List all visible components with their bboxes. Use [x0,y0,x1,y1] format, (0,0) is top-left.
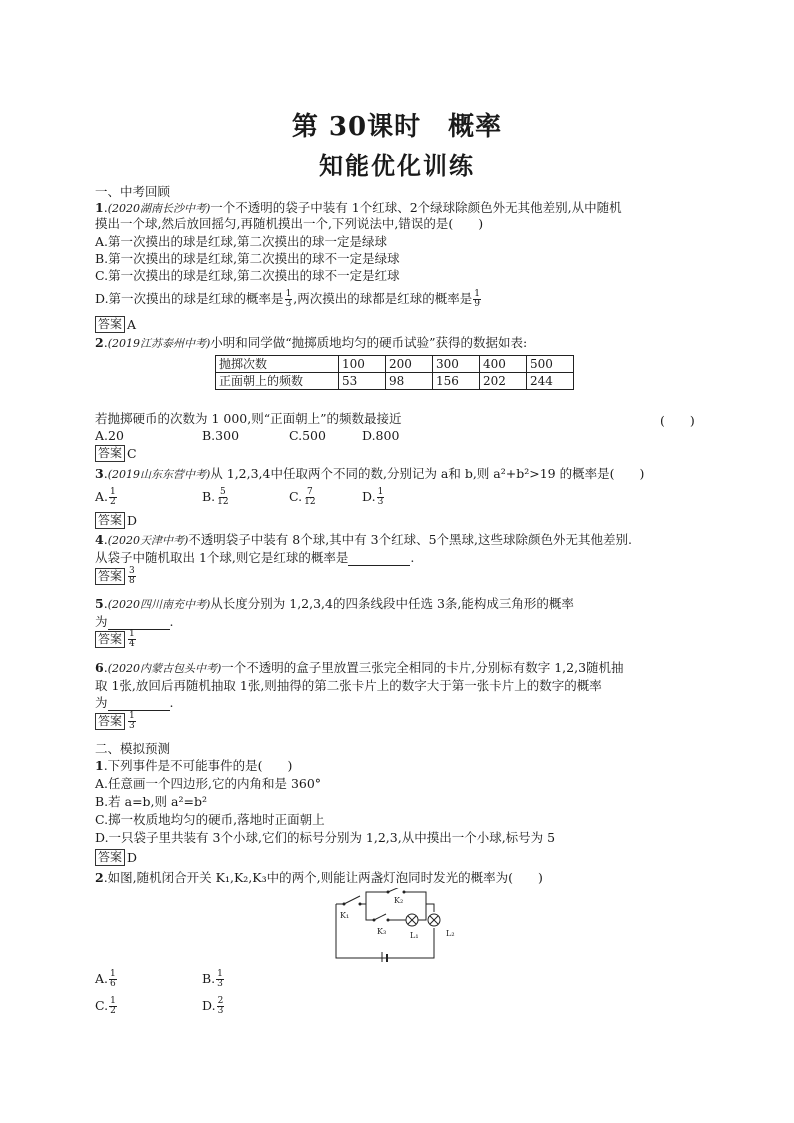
q4-answer [95,567,137,586]
answer-badge: 答案 [95,316,125,333]
table-cell: 98 [386,373,433,390]
q1-option-d [95,290,482,309]
numerator: 3 [129,566,135,576]
fraction [217,997,225,1016]
numerator: 5 [220,487,226,497]
label-l1: L₁ [410,931,419,940]
q6-line3: 为 . [95,695,174,710]
question-number: 2 [95,335,104,350]
table-cell: 正面朝上的频数 [216,373,339,390]
q2-option-d: D.800 [362,428,400,443]
m2-option-c [95,997,118,1016]
page-title: 第 30课时 概率 [291,112,503,142]
answer-fraction [128,567,136,586]
q3-option-d [362,488,385,507]
data-table [215,355,574,390]
table-cell: 53 [339,373,386,390]
fraction [303,488,316,507]
q3-answer [95,512,137,529]
numerator: 1 [110,969,116,979]
page-subtitle: 知能优化训练 [319,151,475,180]
q2-option-c: C.500 [289,428,326,443]
question-text: 不透明袋子中装有 8个球,其中有 3个红球、5个黑球,这些球除颜色外无其他差别. [188,532,632,547]
answer-fraction [128,712,136,731]
answer-paren: ( ) [660,413,695,428]
denominator: 3 [377,497,384,507]
table-cell: 156 [433,373,480,390]
switch-k3 [374,914,386,920]
question-number: 3 [95,466,104,481]
denominator: 9 [474,299,481,309]
table-cell: 200 [386,356,433,373]
question-text: .如图,随机闭合开关 K₁,K₂,K₃中的两个,则能让两盏灯泡同时发光的概率为( ) [103,870,543,885]
numerator: 1 [110,487,116,497]
answer-fraction [128,630,136,649]
numerator: 1 [285,289,292,299]
option-label: D. [202,998,216,1013]
q5-answer [95,630,137,649]
option-label: C. [289,489,303,504]
answer-value: C [127,445,137,461]
m1-answer [95,849,137,866]
answer-badge: 答案 [95,445,125,462]
option-label: B. [202,971,216,986]
m1-option-d: D.一只袋子里共装有 3个小球,它们的标号分别为 1,2,3,从中摸出一个小球,标号为 5 [95,830,556,845]
table-cell: 抛掷次数 [216,356,339,373]
m2-option-d [202,997,225,1016]
m1-line1 [95,758,292,774]
section-heading-2: 二、模拟预测 [95,741,171,756]
q6-answer [95,712,137,731]
q2-option-a: A.20 [95,428,124,443]
denominator: 3 [129,721,135,731]
answer-value: A [127,316,137,332]
question-number: 1 [95,758,104,773]
switch-k2 [388,888,402,892]
option-label: B. [202,489,216,504]
q2-option-b: B.300 [202,428,240,443]
question-number: 2 [95,870,104,885]
numerator: 1 [110,996,116,1006]
q6-line1: 6.(2020内蒙古包头中考)一个不透明的盒子里放置三张完全相同的卡片,分别标有数字 1,2,3随机抽 [95,660,624,675]
q5-line1: 5.(2020四川南充中考)从长度分别为 1,2,3,4的四条线段中任选 3条,能构成三角形的概率 [95,596,574,611]
m2-line1 [95,870,543,886]
answer-badge: 答案 [95,849,125,866]
circuit-diagram [330,888,470,962]
q3-line1: 3.(2019山东东营中考)从 1,2,3,4中任取两个不同的数,分别记为 a和 b,则 a²+b²>19 的概率是( ) [95,466,645,481]
m1-option-c: C.掷一枚质地均匀的硬币,落地时正面朝上 [95,812,325,827]
table-cell: 244 [527,373,574,390]
question-number: 5 [95,596,104,611]
numerator: 1 [129,629,135,639]
denominator: 6 [110,979,116,989]
denominator: 3 [217,979,223,989]
section-heading-1: 一、中考回顾 [95,184,171,199]
table-row [216,373,574,390]
q1-line1: 1.(2020湖南长沙中考)一个不透明的袋子中装有 1个红球、2个绿球除颜色外无其他差别,从中随机 [95,200,622,215]
q1-option-a: A.第一次摸出的球是红球,第二次摸出的球一定是绿球 [95,234,387,249]
numerator: 7 [306,487,313,497]
denominator: 4 [129,639,135,649]
option-label: A. [95,971,109,986]
fraction [377,488,385,507]
question-text: .下列事件是不可能事件的是( ) [103,758,293,773]
q1-option-c: C.第一次摸出的球是红球,第二次摸出的球不一定是红球 [95,268,400,283]
denominator: 2 [110,497,116,507]
denominator: 3 [285,299,292,309]
denominator: 3 [217,1006,224,1016]
question-text: 一个不透明的袋子中装有 1个红球、2个绿球除颜色外无其他差别,从中随机 [210,200,622,215]
table-cell: 202 [480,373,527,390]
question-source: (2020内蒙古包头中考) [107,662,222,675]
q2-line2: 若抛掷硬币的次数为 1 000,则“正面朝上”的频数最接近 [95,411,402,426]
question-text: 小明和同学做“抛掷质地均匀的硬币试验”获得的数据如表: [210,335,528,350]
question-number: 6 [95,660,104,675]
numerator: 2 [217,996,224,1006]
question-source: (2019江苏泰州中考) [107,337,211,350]
q4-line1: 4.(2020天津中考)不透明袋子中装有 8个球,其中有 3个红球、5个黑球,这些球除颜色外无其他差别. [95,532,632,547]
table-row [216,356,574,373]
switch-k1 [344,896,360,904]
fraction [216,488,229,507]
option-label: C. [95,998,109,1013]
m1-option-a: A.任意画一个四边形,它的内角和是 360° [95,776,322,791]
fraction [109,970,117,989]
numerator: 1 [129,711,135,721]
numerator: 1 [217,969,223,979]
q1-option-b: B.第一次摸出的球是红球,第二次摸出的球不一定是绿球 [95,251,400,266]
question-text: 从 1,2,3,4中任取两个不同的数,分别记为 a和 b,则 a²+b²>19 的概率是( ) [210,466,645,481]
label-k2: K₂ [394,896,404,905]
q2-line1: 2.(2019江苏泰州中考)小明和同学做“抛掷质地均匀的硬币试验”获得的数据如表: [95,335,528,350]
label-k3: K₃ [377,927,387,936]
question-text: 从长度分别为 1,2,3,4的四条线段中任选 3条,能构成三角形的概率 [210,596,574,611]
numerator: 1 [377,487,384,497]
answer-badge: 答案 [95,713,125,730]
denominator: 2 [110,1006,116,1016]
answer-blank[interactable] [348,553,410,566]
answer-blank[interactable] [108,617,170,630]
answer-value: D [127,849,138,865]
q1-answer [95,316,136,333]
m2-option-b [202,970,225,989]
question-number: 4 [95,532,104,547]
denominator: 12 [304,497,316,507]
fraction [109,997,117,1016]
denominator: 8 [129,576,135,586]
option-text: D.第一次摸出的球是红球的概率是 [95,291,284,306]
question-source: (2020湖南长沙中考) [107,202,211,215]
fraction [109,488,117,507]
answer-value: D [127,512,138,528]
fraction [473,290,481,309]
q6-line2: 取 1张,放回后再随机抽取 1张,则抽得的第二张卡片上的数字大于第一张卡片上的数字的概率 [95,678,602,693]
table-cell: 300 [433,356,480,373]
table-cell: 500 [527,356,574,373]
q5-line2: 为 . [95,614,174,629]
q3-option-c [289,488,318,507]
answer-badge: 答案 [95,568,125,585]
option-text: ,两次摸出的球都是红球的概率是 [293,291,473,306]
m2-option-a [95,970,118,989]
question-source: (2020天津中考) [107,534,189,547]
denominator: 12 [217,497,229,507]
question-source: (2019山东东营中考) [107,468,211,481]
answer-blank[interactable] [108,698,170,711]
table-cell: 400 [480,356,527,373]
q3-option-a [95,488,118,507]
question-text: 从袋子中随机取出 1个球,则它是红球的概率是 [95,550,349,565]
question-number: 1 [95,200,104,215]
option-label: A. [95,489,109,504]
q1-line2: 摸出一个球,然后放回摇匀,再随机摸出一个,下列说法中,错误的是( ) [95,216,484,231]
table-cell: 100 [339,356,386,373]
q2-answer [95,445,137,462]
question-source: (2020四川南充中考) [107,598,211,611]
label-k1: K₁ [340,911,350,920]
option-label: D. [362,489,376,504]
question-text: 为 [95,695,108,710]
fraction [216,970,224,989]
numerator: 1 [474,289,481,299]
answer-badge: 答案 [95,631,125,648]
m1-option-b: B.若 a=b,则 a²=b² [95,794,207,809]
q3-option-b [202,488,231,507]
answer-badge: 答案 [95,512,125,529]
question-text: 一个不透明的盒子里放置三张完全相同的卡片,分别标有数字 1,2,3随机抽 [221,660,624,675]
q4-line2: 从袋子中随机取出 1个球,则它是红球的概率是 . [95,550,415,565]
fraction [285,290,293,309]
question-text: 为 [95,614,108,629]
label-l2: L₂ [446,929,455,938]
